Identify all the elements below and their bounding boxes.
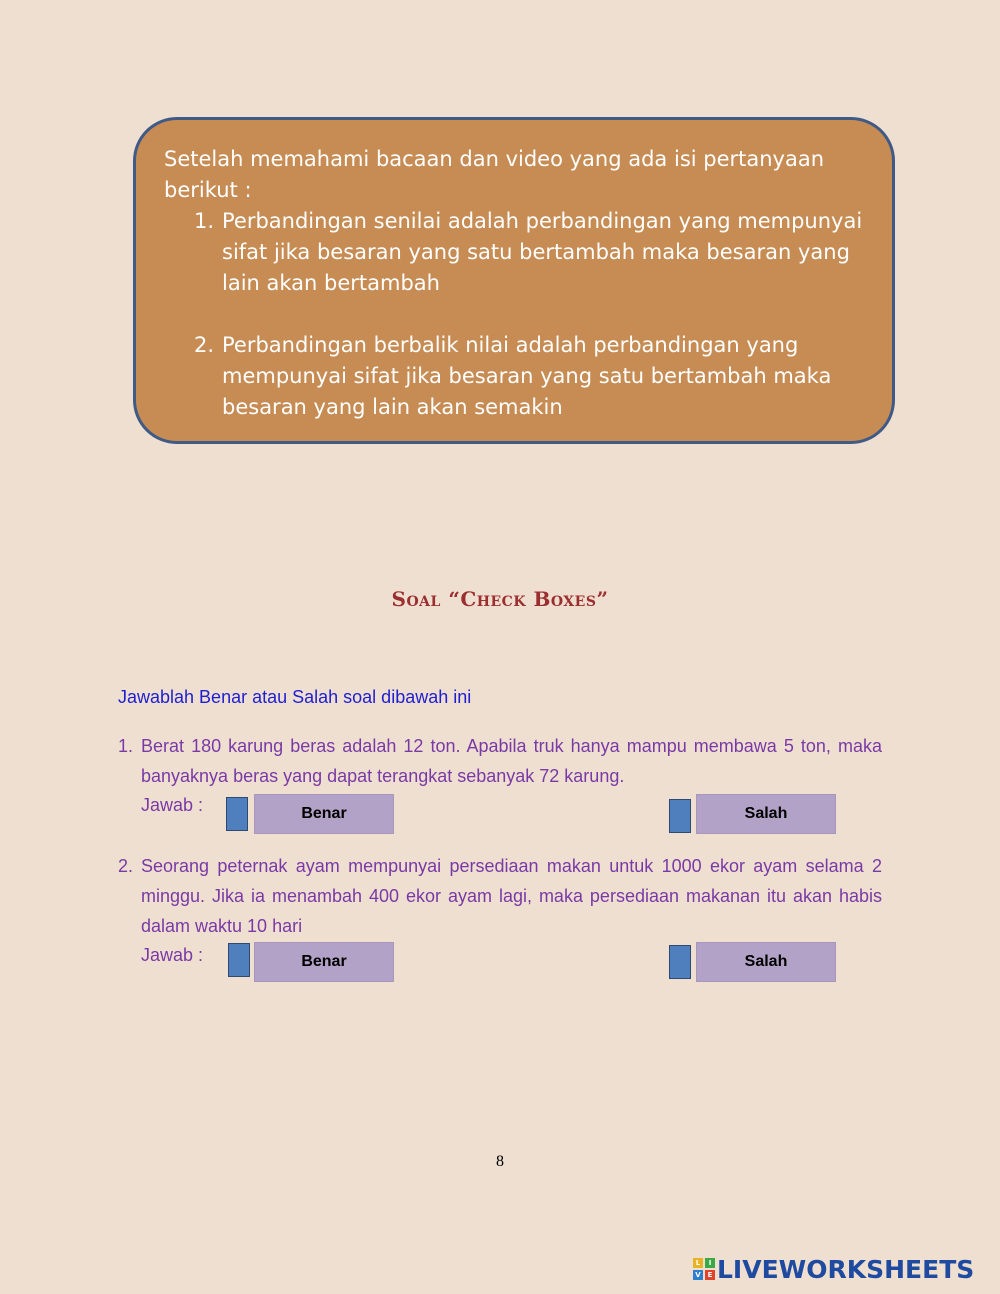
card-list-text: Perbandingan berbalik nilai adalah perbandingan yang mempunyai sifat jika besaran yang satu bertambah maka besaran yang lain akan semakin bbox=[222, 333, 832, 419]
instruction-text: Jawablah Benar atau Salah soal dibawah ini bbox=[118, 687, 472, 707]
option-q1-salah[interactable]: Salah bbox=[696, 794, 836, 834]
logo-square: V bbox=[693, 1270, 703, 1280]
answer-label: Jawab : bbox=[141, 945, 204, 965]
checkbox-q2-benar[interactable] bbox=[228, 943, 250, 977]
question-number: 2. bbox=[118, 856, 134, 876]
info-card bbox=[133, 117, 895, 444]
logo-square: E bbox=[705, 1270, 715, 1280]
logo-text: LIVEWORKSHEETS bbox=[717, 1254, 975, 1284]
question-number: 1. bbox=[118, 736, 134, 756]
card-list-item bbox=[164, 206, 864, 299]
logo-icon bbox=[693, 1258, 715, 1280]
question-2 bbox=[118, 851, 882, 941]
checkbox-q2-salah[interactable] bbox=[669, 945, 691, 979]
card-list-number: 2. bbox=[194, 333, 215, 357]
card-list-item bbox=[164, 330, 864, 423]
option-q1-benar[interactable]: Benar bbox=[254, 794, 394, 834]
answer-label: Jawab : bbox=[141, 795, 204, 815]
section-title: Soal “Check Boxes” bbox=[391, 587, 609, 611]
logo-square: L bbox=[693, 1258, 703, 1268]
logo-square: I bbox=[705, 1258, 715, 1268]
question-text: Berat 180 karung beras adalah 12 ton. Apabila truk hanya mampu membawa 5 ton, maka banyaknya beras yang dapat terangkat sebanyak 72 karung. bbox=[141, 736, 882, 786]
card-list-text: Perbandingan senilai adalah perbandingan yang mempunyai sifat jika besaran yang satu bertambah maka besaran yang lain akan bertambah bbox=[222, 209, 863, 295]
card-intro: Setelah memahami bacaan dan video yang ada isi pertanyaan berikut : bbox=[164, 147, 825, 202]
page-number: 8 bbox=[496, 1153, 504, 1170]
card-list-number: 1. bbox=[194, 209, 215, 233]
checkbox-q1-salah[interactable] bbox=[669, 799, 691, 833]
option-q2-benar[interactable]: Benar bbox=[254, 942, 394, 982]
liveworksheets-logo[interactable] bbox=[693, 1254, 974, 1284]
question-text: Seorang peternak ayam mempunyai persediaan makan untuk 1000 ekor ayam selama 2 minggu. Jika ia menambah 400 ekor ayam lagi, maka persediaan makanan itu akan habis dalam waktu 10 hari bbox=[141, 856, 882, 936]
question-1 bbox=[118, 731, 882, 791]
card-list bbox=[164, 206, 864, 423]
checkbox-q1-benar[interactable] bbox=[226, 797, 248, 831]
option-q2-salah[interactable]: Salah bbox=[696, 942, 836, 982]
